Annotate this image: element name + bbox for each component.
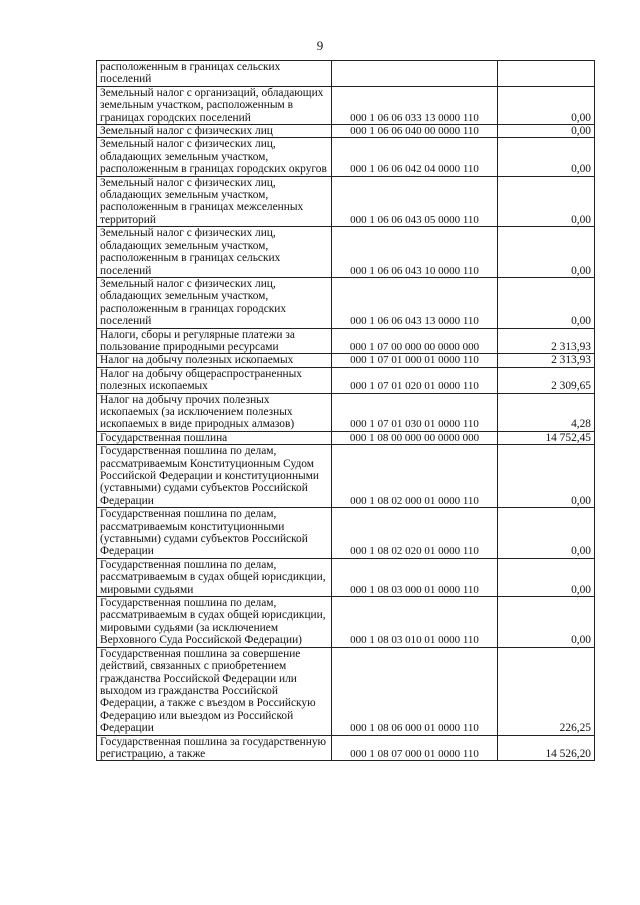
row-name-cell: Государственная пошлина по делам, рассматриваемым Конституционным Судом Российской Федерации и конституционными (уставными) судами субъектов Российской Федерации (97, 445, 332, 508)
table-row (97, 393, 595, 431)
table-row (97, 354, 595, 367)
revenue-table-body (97, 61, 595, 761)
row-code-cell: 000 1 06 06 042 04 0000 110 (332, 138, 498, 176)
row-name-cell: Государственная пошлина по делам, рассматриваемым в судах общей юрисдикции, мировыми судьями (97, 558, 332, 596)
row-name-cell: Земельный налог с физических лиц, обладающих земельным участком, расположенным в границах городских округов (97, 138, 332, 176)
row-name-cell: расположенным в границах сельских поселений (97, 61, 332, 87)
row-code-cell: 000 1 08 02 020 01 0000 110 (332, 508, 498, 559)
row-name-cell: Налог на добычу прочих полезных ископаемых (за исключением полезных ископаемых в виде природных алмазов) (97, 393, 332, 431)
row-code-cell (332, 61, 498, 87)
row-value-cell: 14 752,45 (498, 431, 595, 444)
row-value-cell: 0,00 (498, 508, 595, 559)
table-row (97, 227, 595, 278)
row-code-cell: 000 1 06 06 043 10 0000 110 (332, 227, 498, 278)
row-value-cell: 2 313,93 (498, 328, 595, 354)
row-name-cell: Государственная пошлина за государственную регистрацию, а также (97, 735, 332, 761)
row-name-cell: Земельный налог с физических лиц, обладающих земельным участком, расположенным в границах городских поселений (97, 277, 332, 328)
table-row (97, 277, 595, 328)
table-row (97, 597, 595, 648)
row-code-cell: 000 1 08 07 000 01 0000 110 (332, 735, 498, 761)
row-value-cell: 0,00 (498, 445, 595, 508)
page-number: 9 (316, 38, 324, 53)
row-value-cell (498, 61, 595, 87)
table-row (97, 61, 595, 87)
row-name-cell: Государственная пошлина (97, 431, 332, 444)
table-row (97, 328, 595, 354)
row-code-cell: 000 1 07 01 030 01 0000 110 (332, 393, 498, 431)
row-value-cell: 2 309,65 (498, 367, 595, 393)
row-value-cell: 0,00 (498, 227, 595, 278)
table-row (97, 445, 595, 508)
row-value-cell: 2 313,93 (498, 354, 595, 367)
row-code-cell: 000 1 06 06 040 00 0000 110 (332, 125, 498, 138)
table-row (97, 647, 595, 735)
row-code-cell: 000 1 07 00 000 00 0000 000 (332, 328, 498, 354)
row-code-cell: 000 1 08 03 010 01 0000 110 (332, 597, 498, 648)
table-row (97, 125, 595, 138)
row-name-cell: Земельный налог с физических лиц, обладающих земельным участком, расположенным в границах межселенных территорий (97, 176, 332, 227)
table-row (97, 176, 595, 227)
row-code-cell: 000 1 08 06 000 01 0000 110 (332, 647, 498, 735)
table-row (97, 138, 595, 176)
row-name-cell: Налог на добычу полезных ископаемых (97, 354, 332, 367)
row-code-cell: 000 1 08 00 000 00 0000 000 (332, 431, 498, 444)
table-row (97, 86, 595, 124)
row-name-cell: Земельный налог с физических лиц, обладающих земельным участком, расположенным в границах сельских поселений (97, 227, 332, 278)
table-row (97, 508, 595, 559)
row-value-cell: 0,00 (498, 176, 595, 227)
row-value-cell: 0,00 (498, 138, 595, 176)
table-row (97, 367, 595, 393)
row-name-cell: Государственная пошлина по делам, рассматриваемым в судах общей юрисдикции, мировыми судьями (за исключением Верховного Суда Российской Федерации) (97, 597, 332, 648)
row-value-cell: 226,25 (498, 647, 595, 735)
row-name-cell: Государственная пошлина по делам, рассматриваемым конституционными (уставными) судами субъектов Российской Федерации (97, 508, 332, 559)
row-name-cell: Государственная пошлина за совершение действий, связанных с приобретением гражданства Российской Федерации или выходом из гражданства Российской Федерации, а также с въездом в Российскую Федерацию или выездом из Российской Федерации (97, 647, 332, 735)
row-code-cell: 000 1 08 03 000 01 0000 110 (332, 558, 498, 596)
revenue-table (96, 60, 595, 761)
row-value-cell: 0,00 (498, 558, 595, 596)
row-value-cell: 0,00 (498, 277, 595, 328)
table-row (97, 558, 595, 596)
row-code-cell: 000 1 07 01 000 01 0000 110 (332, 354, 498, 367)
row-code-cell: 000 1 06 06 033 13 0000 110 (332, 86, 498, 124)
row-code-cell: 000 1 07 01 020 01 0000 110 (332, 367, 498, 393)
row-code-cell: 000 1 06 06 043 13 0000 110 (332, 277, 498, 328)
row-value-cell: 0,00 (498, 86, 595, 124)
row-value-cell: 0,00 (498, 597, 595, 648)
row-value-cell: 0,00 (498, 125, 595, 138)
row-name-cell: Земельный налог с физических лиц (97, 125, 332, 138)
row-code-cell: 000 1 06 06 043 05 0000 110 (332, 176, 498, 227)
row-name-cell: Налог на добычу общераспространенных полезных ископаемых (97, 367, 332, 393)
table-row (97, 735, 595, 761)
row-value-cell: 14 526,20 (498, 735, 595, 761)
row-code-cell: 000 1 08 02 000 01 0000 110 (332, 445, 498, 508)
table-row (97, 431, 595, 444)
row-name-cell: Земельный налог с организаций, обладающих земельным участком, расположенным в границах городских поселений (97, 86, 332, 124)
row-name-cell: Налоги, сборы и регулярные платежи за пользование природными ресурсами (97, 328, 332, 354)
row-value-cell: 4,28 (498, 393, 595, 431)
